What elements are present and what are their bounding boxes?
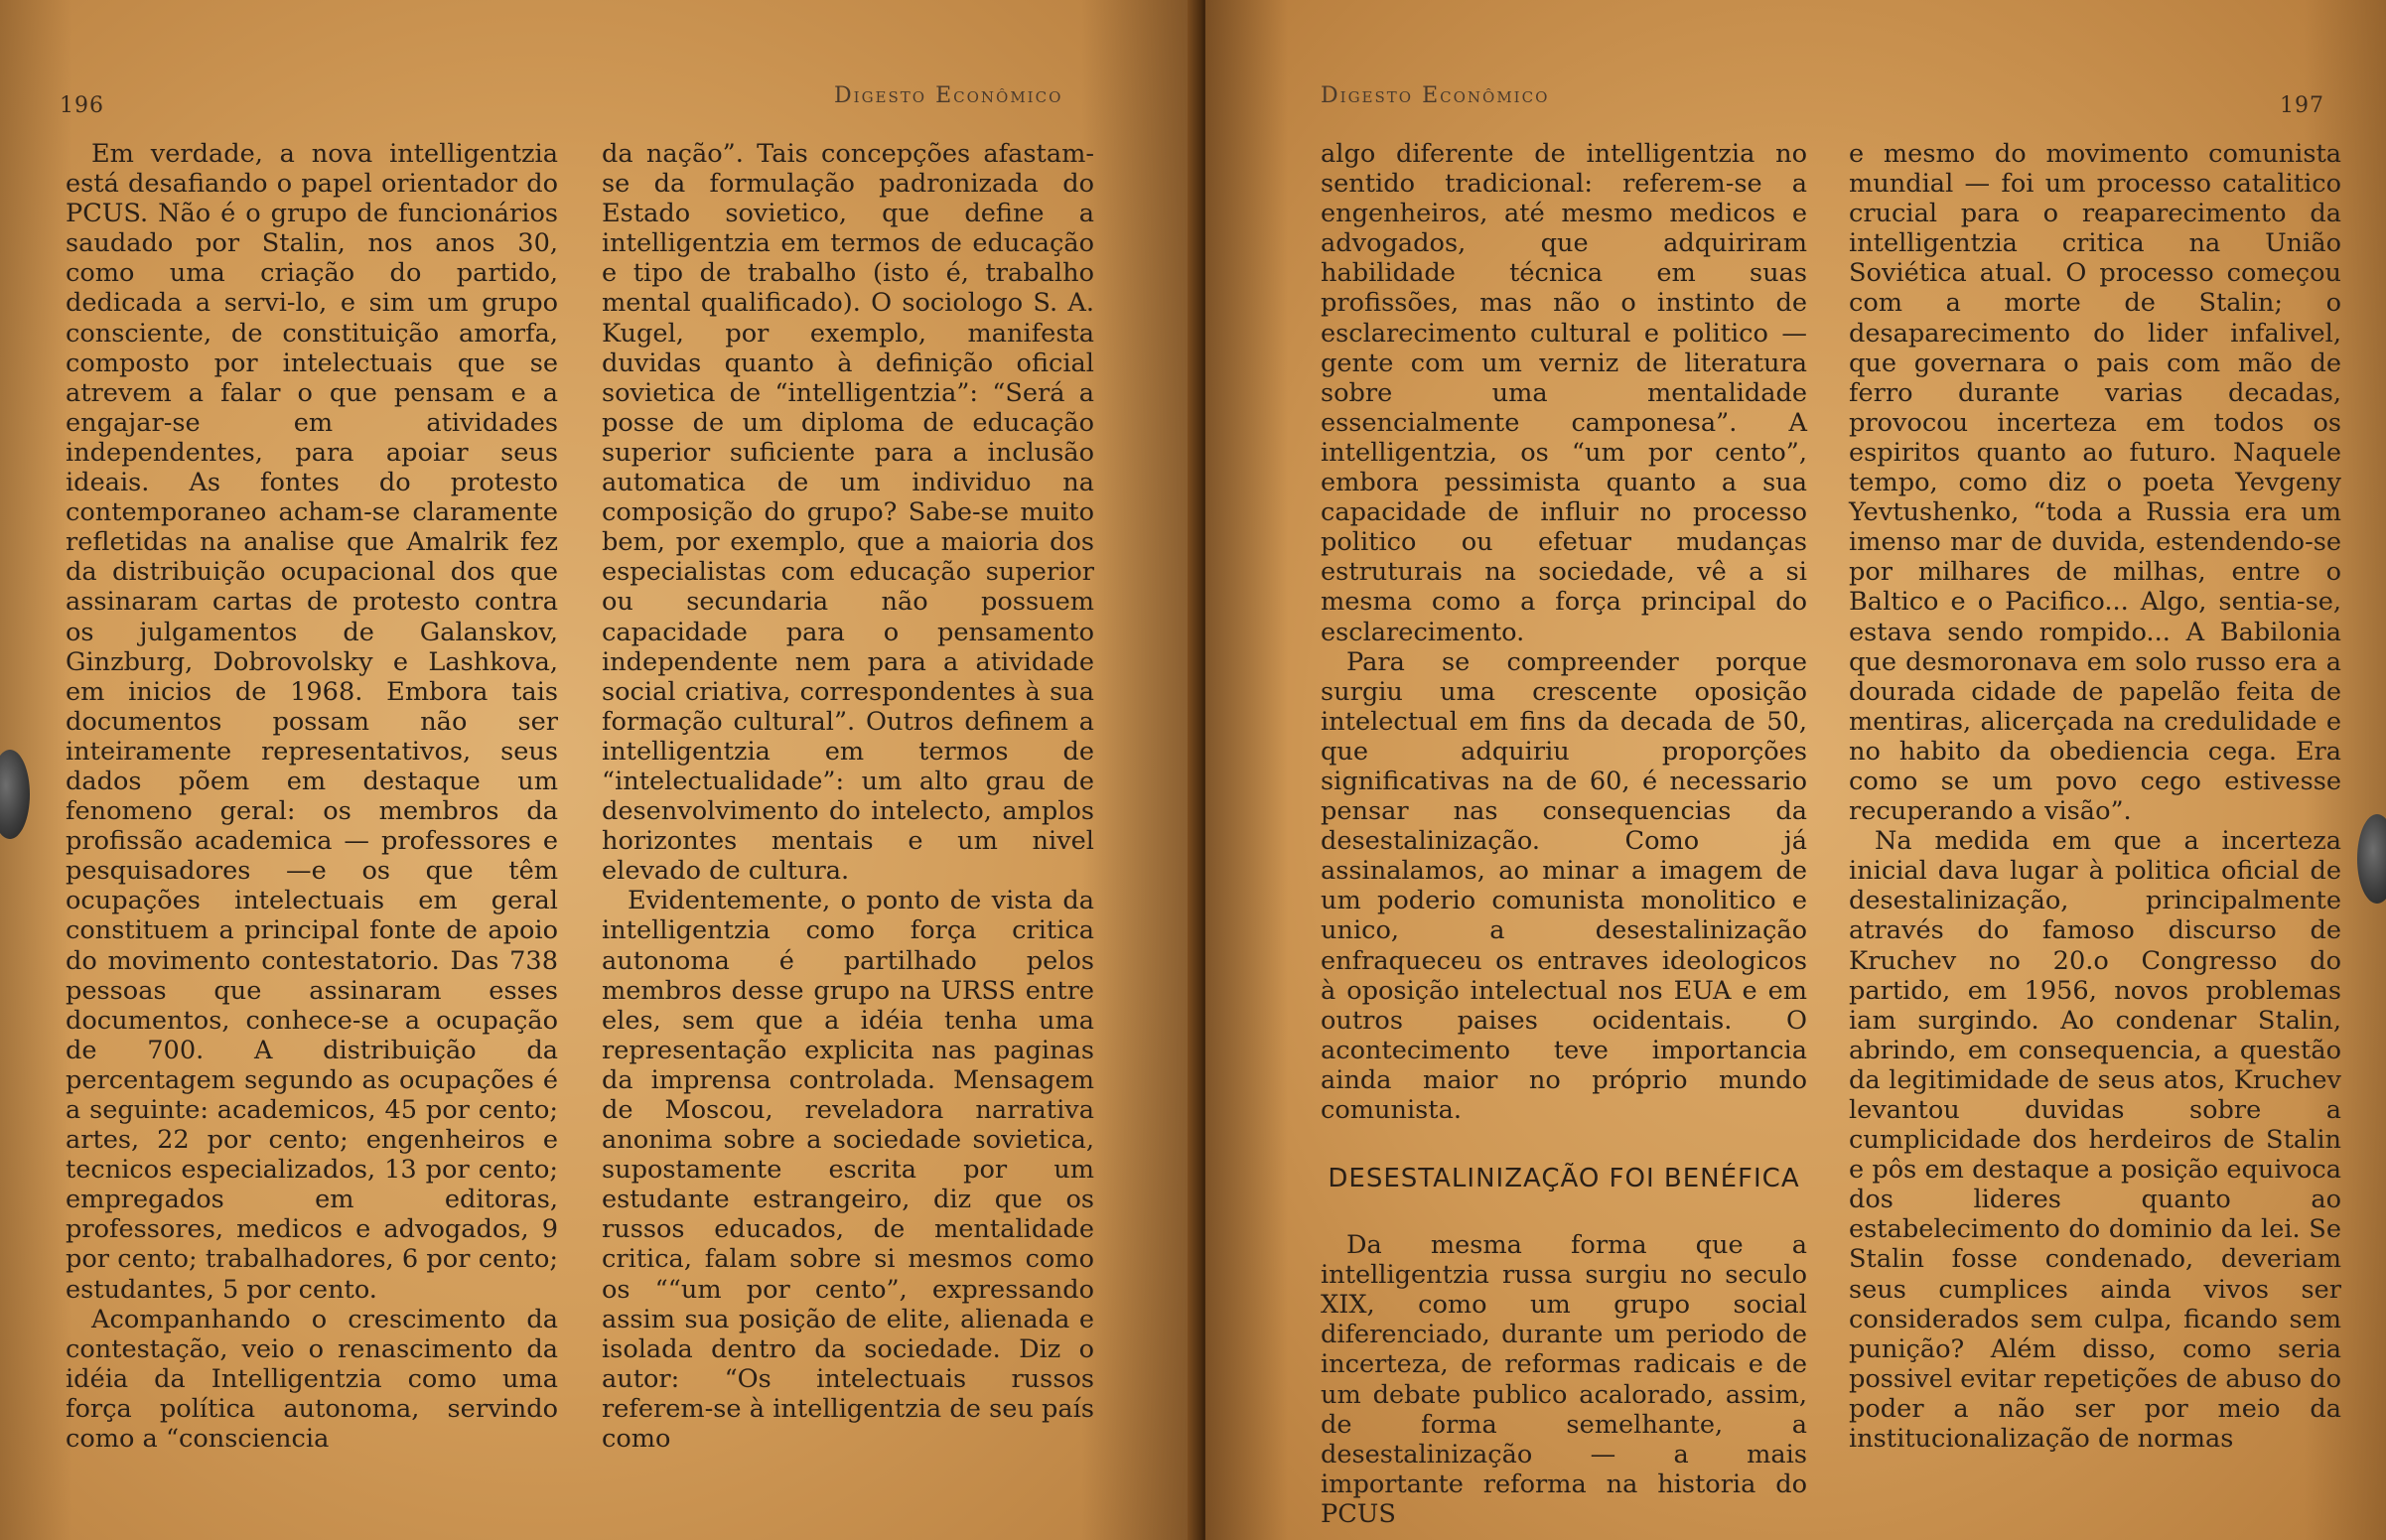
paragraph: Para se compreender porque surgiu uma crescente oposição intelectual em fins da decada de 50, que adquiriu proporções significativas na de 60, é necessario pensar nas consequencias da desestalinização. Como já assinalamos, ao minar a imagem de um poderio comunista monolitico e unico, a desestalinização enfraqueceu os entraves ideologicos à oposição intelectual nos EUA e em outros paises ocidentais. O acontecimento teve importancia ainda maior no próprio mundo comunista. bbox=[1321, 646, 1807, 1125]
left-column-1 bbox=[66, 139, 558, 1454]
right-column-2 bbox=[1849, 139, 2341, 1454]
section-heading: DESESTALINIZAÇÃO FOI BENÉFICA bbox=[1328, 1164, 1800, 1194]
paragraph: da nação”. Tais concepções afastam-se da formulação padronizada do Estado sovietico, que define a intelligentzia em termos de educação e tipo de trabalho (isto é, trabalho mental qualificado). O sociologo S. A. Kugel, por exemplo, manifesta duvidas quanto à definição oficial sovietica de “intelligentzia”: “Será a posse de um diploma de educação superior suficiente para a inclusão automatica de um individuo na composição do grupo? Sabe-se muito bem, por exemplo, que a maioria dos especialistas com educação superior ou secundaria não possuem capacidade para o pensamento independente nem para a atividade social criativa, correspondentes à sua formação cultural”. Outros definem a intelligentzia em termos de “intelectualidade”: um alto grau de desenvolvimento do intelecto, amplos horizontes mentais e um nivel elevado de cultura. bbox=[602, 139, 1094, 887]
paragraph: Em verdade, a nova intelligentzia está desafiando o papel orientador do PCUS. Não é o grupo de funcionários saudado por Stalin, nos anos 30, como uma criação do partido, dedicada a servi-lo, e sim um grupo consciente, de constituição amorfa, composto por intelectuais que se atrevem a falar o que pensam e a engajar-se em atividades independentes, para apoiar seus ideais. As fontes do protesto contemporaneo acham-se claramente refletidas na analise que Amalrik fez da distribuição ocupacional dos que assinaram cartas de protesto contra os julgamentos de Galanskov, Ginzburg, Dobrovolsky e Lashkova, em inicios de 1968. Embora tais documentos possam não ser inteiramente representativos, seus dados põem em destaque um fenomeno geral: os membros da profissão academica — professores e pesquisadores —e os que têm ocupações intelectuais em geral constituem a principal fonte de apoio do movimento contestatorio. Das 738 pessoas que assinaram esses documentos, conhece-se a ocupação de 700. A distribuição da percentagem segundo as ocupações é a seguinte: academicos, 45 por cento; artes, 22 por cento; engenheiros e tecnicos especializados, 13 por cento; empregados em editoras, professores, medicos e advogados, 9 por cento; trabalhadores, 6 por cento; estudantes, 5 por cento. bbox=[66, 139, 558, 1305]
paragraph: Na medida em que a incerteza inicial dava lugar à politica oficial de desestalinização, principalmente através do famoso discurso de Kruchev no 20.o Congresso do partido, em 1956, novos problemas iam surgindo. Ao condenar Stalin, abrindo, em consequencia, a questão da legitimidade de seus atos, Kruchev levantou duvidas sobre a cumplicidade dos herdeiros de Stalin e pôs em destaque a posição equivoca dos lideres quanto ao estabelecimento do dominio da lei. Se Stalin fosse condenado, deveriam seus cumplices ainda vivos ser considerados sem culpa, ficando sem punição? Além disso, como seria possivel evitar repetições de abuso do poder a não ser por meio da institucionalização de normas bbox=[1849, 826, 2341, 1455]
right-page bbox=[1205, 0, 2386, 1540]
paragraph: e mesmo do movimento comunista mundial — foi um processo catalitico crucial para o reaparecimento da intelligentzia critica na União Soviética atual. O processo começou com a morte de Stalin; o desaparecimento do lider infalivel, que governara o pais com mão de ferro durante varias decadas, provocou incerteza em todos os espiritos quanto ao futuro. Naquele tempo, como diz o poeta Yevgeny Yevtushenko, “toda a Russia era um imenso mar de duvida, estendendo-se por milhares de milhas, entre o Baltico e o Pacifico... Algo, sentia-se, estava sendo rompido... A Babilonia que desmoronava em solo russo era a dourada cidade de papelão feita de mentiras, alicerçada na credulidade e no habito da obediencia cega. Era como se um povo cego estivesse recuperando a visão”. bbox=[1849, 139, 2341, 827]
paragraph: Acompanhando o crescimento da contestação, veio o renascimento da idéia da Intelligentzia como uma força política autonoma, servindo como a “consciencia bbox=[66, 1304, 558, 1455]
binder-clip-left bbox=[0, 750, 30, 839]
left-column-2 bbox=[602, 139, 1094, 1454]
running-head-right: Digesto Econômico bbox=[1321, 83, 1550, 108]
page-number-left: 196 bbox=[60, 93, 104, 118]
binder-clip-right bbox=[2357, 814, 2386, 904]
running-head-left: Digesto Econômico bbox=[834, 83, 1063, 108]
page-number-right: 197 bbox=[2280, 93, 2324, 118]
paragraph: algo diferente de intelligentzia no sentido tradicional: referem-se a engenheiros, até mesmo medicos e advogados, que adquiriram habilidade técnica em suas profissões, mas não o instinto de esclarecimento cultural e politico — gente com um verniz de literatura sobre uma mentalidade essencialmente camponesa”. A intelligentzia, os “um por cento”, embora pessimista quanto a sua capacidade de influir no processo politico ou efetuar mudanças estruturais na sociedade, vê a si mesma como a força principal do esclarecimento. bbox=[1321, 139, 1807, 647]
right-column-1 bbox=[1321, 139, 1807, 1529]
paragraph: Evidentemente, o ponto de vista da intelligentzia como força critica autonoma é partilhado pelos membros desse grupo na URSS entre eles, sem que a idéia tenha uma representação explicita nas paginas da imprensa controlada. Mensagem de Moscou, reveladora narrativa anonima sobre a sociedade sovietica, supostamente escrita por um estudante estrangeiro, diz que os russos educados, de mentalidade critica, falam sobre si mesmos como os ““um por cento”, expressando assim sua posição de elite, alienada e isolada dentro da sociedade. Diz o autor: “Os intelectuais russos referem-se à intelligentzia de seu país como bbox=[602, 886, 1094, 1455]
paragraph: Da mesma forma que a intelligentzia russa surgiu no seculo XIX, como um grupo social diferenciado, durante um periodo de incerteza, de reformas radicais e de um debate publico acalorado, assim, de forma semelhante, a desestalinização — a mais importante reforma na historia do PCUS bbox=[1321, 1230, 1807, 1529]
